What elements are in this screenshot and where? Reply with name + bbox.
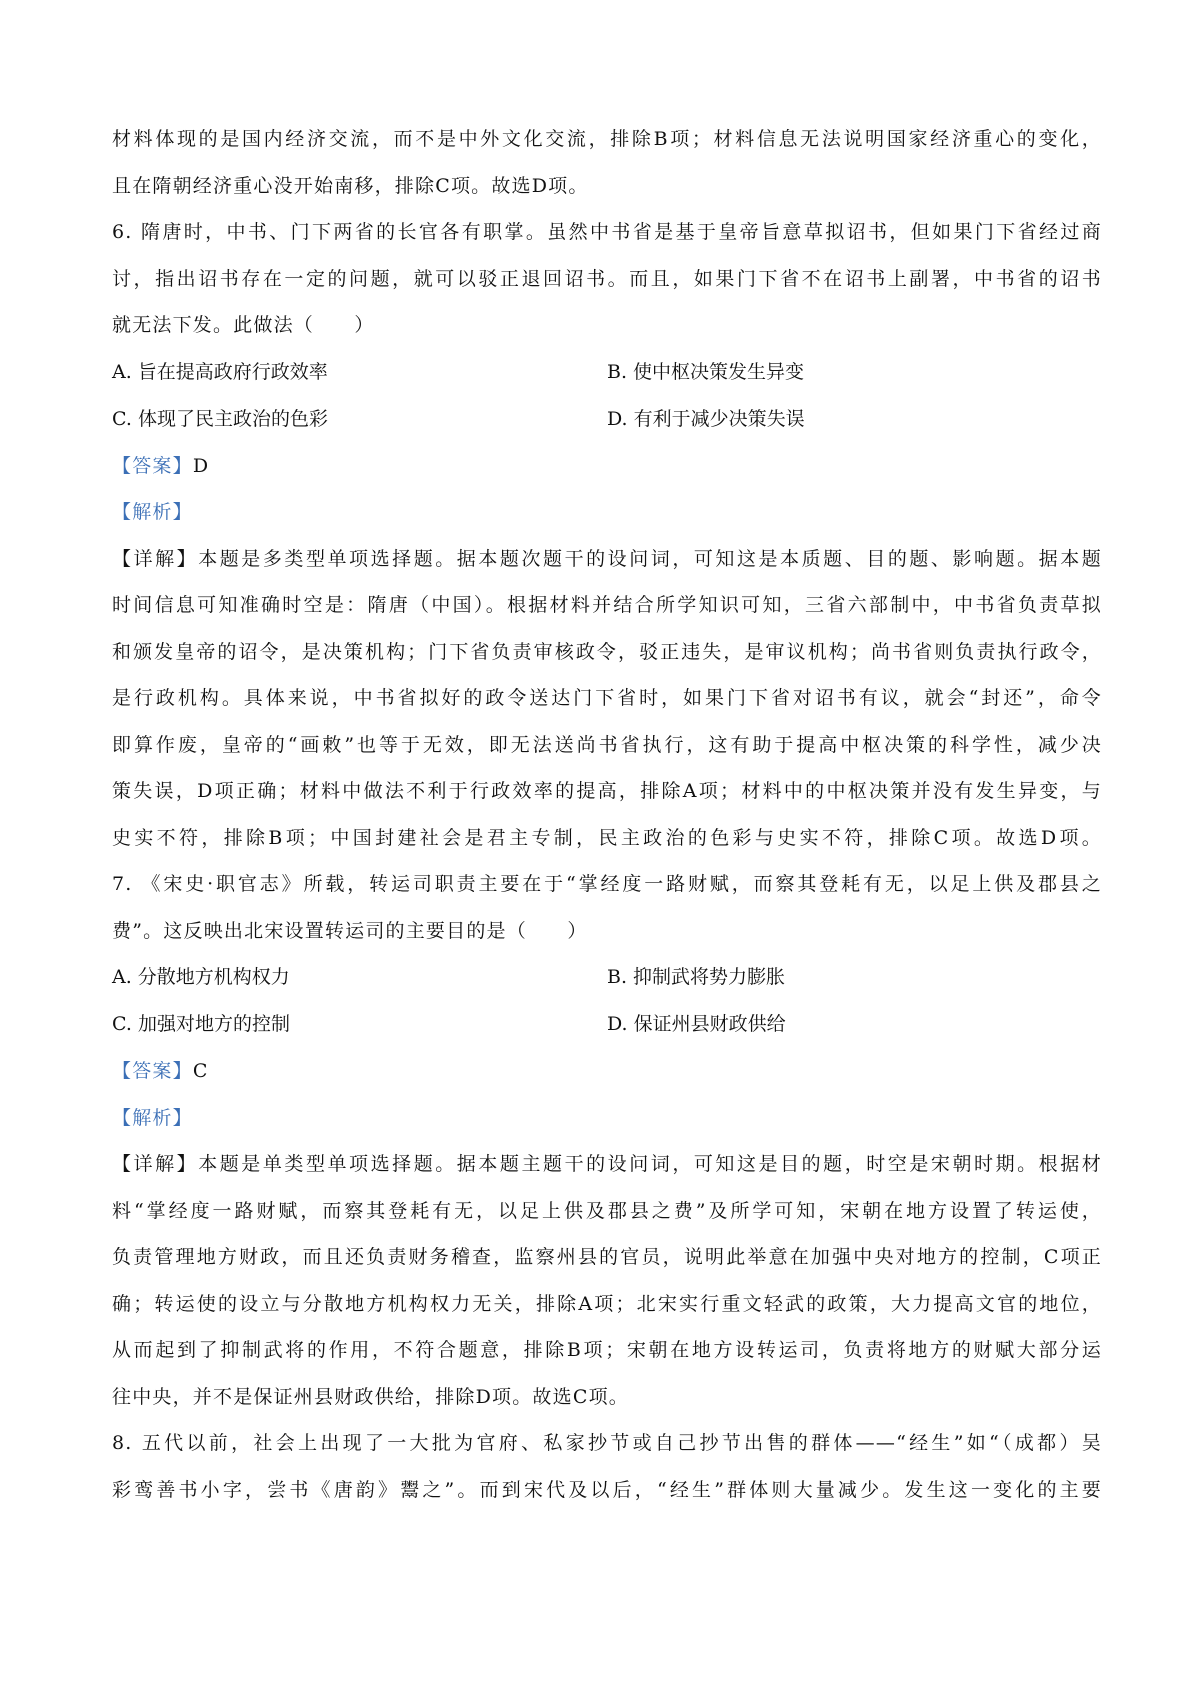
text-line: 材料体现的是国内经济交流，而不是中外文化交流，排除B项；材料信息无法说明国家经济重心的变化， <box>112 128 1102 150</box>
q6-options-row <box>112 349 1102 396</box>
question-7-stem: 费”。这反映出北宋设置转运司的主要目的是（ ） <box>112 919 588 942</box>
q6-answer <box>112 443 1102 490</box>
text-line: 且在隋朝经济重心没开始南移，排除C项。故选D项。 <box>112 174 589 197</box>
q6-analysis-tag: 【解析】 <box>112 501 193 523</box>
q6-detail-line: 和颁发皇帝的诏令，是决策机构；门下省负责审核政令，驳正违失，是审议机构；尚书省则负责执行政令， <box>112 640 1102 663</box>
detail-text: 本题是多类型单项选择题。据本题次题干的设问词，可知这是本质题、目的题、影响题。据本题 <box>198 547 1102 570</box>
q6-detail-line: 策失误，D项正确；材料中做法不利于行政效率的提高，排除A项；材料中的中枢决策并没有发生异变，与 <box>112 780 1102 802</box>
q6-options-row <box>112 396 1102 443</box>
q6-detail-line: 是行政机构。具体来说，中书省拟好的政令送达门下省时，如果门下省对诏书有议，就会“封还”，命令 <box>112 687 1102 709</box>
q7-options-row <box>112 1001 1102 1048</box>
q7-detail-line: 从而起到了抑制武将的作用，不符合题意，排除B项；宋朝在地方设转运司，负责将地方的财赋大部分运 <box>112 1339 1102 1361</box>
q6-detail-line: 即算作废，皇帝的“画敕”也等于无效，即无法送尚书省执行，这有助于提高中枢决策的科学性，减少决 <box>112 733 1102 756</box>
q7-detail-line: 料“掌经度一路财赋，而察其登耗有无，以足上供及郡县之费”及所学可知，宋朝在地方设置了转运使， <box>112 1199 1102 1222</box>
answer-value: C <box>192 1060 209 1082</box>
q7-detail-line: 往中央，并不是保证州县财政供给，排除D项。故选C项。 <box>112 1385 629 1408</box>
q6-option-b: B. 使中枢决策发生异变 <box>607 360 805 383</box>
document-content <box>112 116 1102 1513</box>
question-6-stem: 就无法下发。此做法（ ） <box>112 314 375 336</box>
q6-detail-line: 史实不符，排除B项；中国封建社会是君主专制，民主政治的色彩与史实不符，排除C项。故选D项。 <box>112 826 1102 849</box>
question-8-stem: 彩鸾善书小字，尝书《唐韵》鬻之”。而到宋代及以后，“经生”群体则大量减少。发生这一变化的主要 <box>112 1478 1102 1501</box>
question-8-stem: 8. 五代以前，社会上出现了一大批为官府、私家抄节或自己抄节出售的群体——“经生”如“（成都）吴 <box>112 1432 1102 1454</box>
q6-option-c: C. 体现了民主政治的色彩 <box>112 407 328 430</box>
q7-detail-line: 确；转运使的设立与分散地方机构权力无关，排除A项；北宋实行重文轻武的政策，大力提高文官的地位， <box>112 1292 1102 1315</box>
q7-option-b: B. 抑制武将势力膨胀 <box>607 966 786 988</box>
q7-options-row <box>112 954 1102 1001</box>
question-6-stem: 6. 隋唐时，中书、门下两省的长官各有职掌。虽然中书省是基于皇帝旨意草拟诏书，但如果门下省经过商 <box>112 221 1102 243</box>
answer-value: D <box>192 454 210 477</box>
q7-detail-line <box>112 1141 1102 1188</box>
q7-analysis-tag: 【解析】 <box>112 1106 193 1129</box>
detail-tag: 【详解】 <box>112 547 199 570</box>
q6-detail-line <box>112 536 1102 583</box>
question-7-stem: 7. 《宋史·职官志》所载，转运司职责主要在于“掌经度一路财赋，而察其登耗有无，以足上供及郡县之 <box>112 873 1102 895</box>
answer-tag: 【答案】 <box>112 1060 193 1082</box>
q7-option-c: C. 加强对地方的控制 <box>112 1013 290 1035</box>
q7-option-d: D. 保证州县财政供给 <box>607 1013 786 1035</box>
q7-detail-line: 负责管理地方财政，而且还负责财务稽查，监察州县的官员，说明此举意在加强中央对地方的控制，C项正 <box>112 1246 1102 1268</box>
answer-tag: 【答案】 <box>112 454 193 477</box>
detail-text: 本题是单类型单项选择题。据本题主题干的设问词，可知这是目的题，时空是宋朝时期。根据材 <box>198 1153 1102 1175</box>
q7-option-a: A. 分散地方机构权力 <box>112 966 290 988</box>
q7-answer <box>112 1048 1102 1095</box>
q6-detail-line: 时间信息可知准确时空是：隋唐（中国）。根据材料并结合所学知识可知，三省六部制中，中书省负责草拟 <box>112 594 1102 616</box>
detail-tag: 【详解】 <box>112 1153 199 1175</box>
q6-option-a: A. 旨在提高政府行政效率 <box>112 360 328 383</box>
question-6-stem: 讨，指出诏书存在一定的问题，就可以驳正退回诏书。而且，如果门下省不在诏书上副署，中书省的诏书 <box>112 267 1102 290</box>
q6-option-d: D. 有利于减少决策失误 <box>607 407 805 430</box>
